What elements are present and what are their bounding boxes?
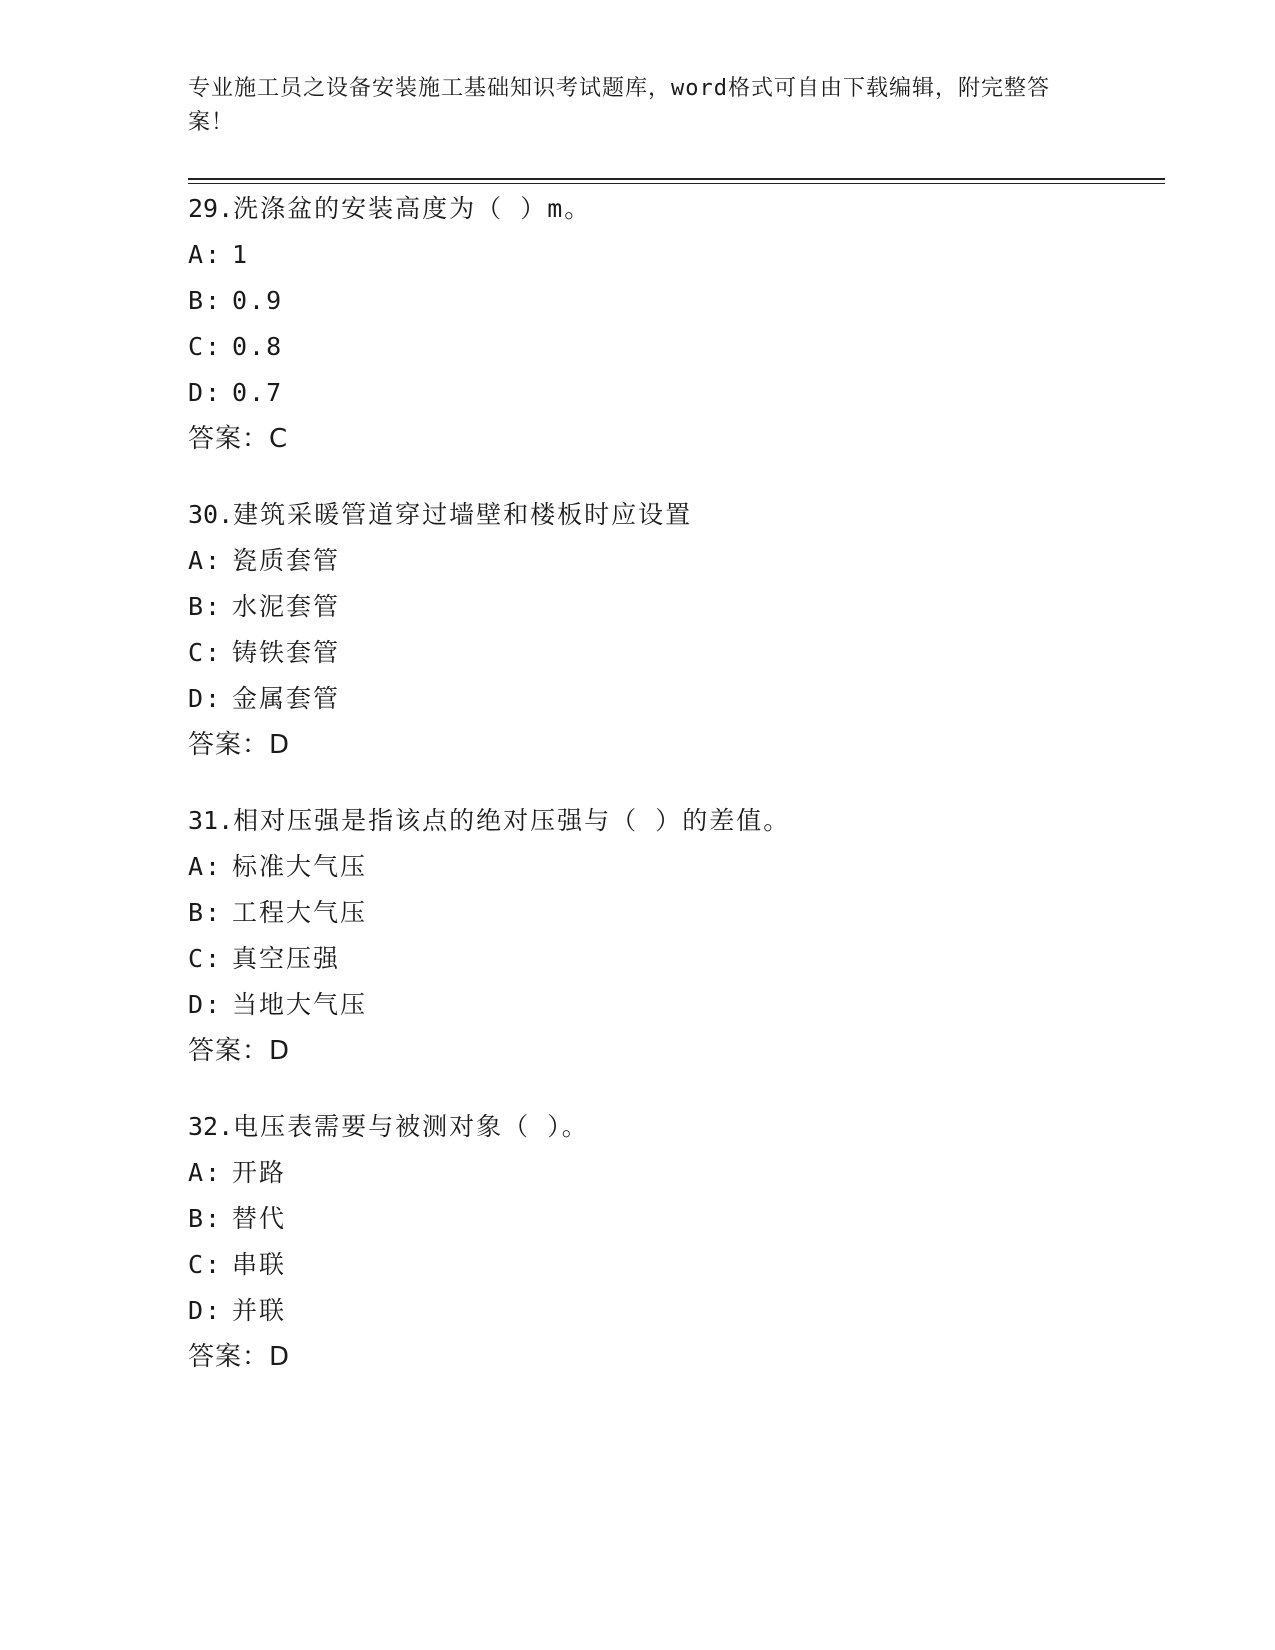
option-a: [188, 538, 1168, 584]
option-letter: C:: [188, 638, 223, 667]
option-text: 铸铁套管: [232, 638, 341, 667]
question-stem: [188, 186, 1168, 232]
question-stem: [188, 1104, 1168, 1150]
option-text: 0.9: [232, 286, 284, 315]
question-31: [188, 798, 1168, 1074]
answer-value: C: [269, 424, 289, 454]
option-letter: D:: [188, 1296, 223, 1325]
option-b: [188, 584, 1168, 630]
answer-value: D: [269, 1036, 291, 1066]
question-32: [188, 1104, 1168, 1380]
option-d: [188, 982, 1168, 1028]
option-text: 替代: [232, 1204, 287, 1233]
option-b: [188, 1196, 1168, 1242]
option-text: 串联: [232, 1250, 287, 1279]
header-divider-thick: [188, 178, 1165, 180]
option-letter: B:: [188, 592, 223, 621]
header-intro: 专业施工员之设备安装施工基础知识考试题库，word格式可自由下载编辑，附完整答案！: [188, 76, 1050, 135]
option-letter: A:: [188, 240, 223, 269]
option-text: 并联: [232, 1296, 287, 1325]
option-b: [188, 278, 1168, 324]
option-text: 瓷质套管: [232, 546, 341, 575]
option-letter: D:: [188, 378, 223, 407]
option-letter: B:: [188, 898, 223, 927]
answer-label: 答案：: [188, 730, 270, 760]
answer-value: D: [269, 1342, 291, 1372]
option-letter: D:: [188, 684, 223, 713]
option-text: 当地大气压: [232, 990, 368, 1019]
option-a: [188, 232, 1168, 278]
question-stem: [188, 798, 1168, 844]
option-c: [188, 630, 1168, 676]
option-letter: A:: [188, 546, 223, 575]
option-d: [188, 676, 1168, 722]
option-b: [188, 890, 1168, 936]
option-letter: C:: [188, 944, 223, 973]
answer-line: [188, 416, 1168, 462]
question-text: 建筑采暖管道穿过墙壁和楼板时应设置: [233, 500, 693, 529]
question-stem: [188, 492, 1168, 538]
option-text: 金属套管: [232, 684, 341, 713]
answer-label: 答案：: [188, 1036, 270, 1066]
answer-label: 答案：: [188, 1342, 270, 1372]
answer-line: [188, 722, 1168, 768]
option-c: [188, 324, 1168, 370]
option-letter: C:: [188, 1250, 223, 1279]
option-text: 真空压强: [232, 944, 341, 973]
option-text: 标准大气压: [232, 852, 368, 881]
option-a: [188, 1150, 1168, 1196]
option-d: [188, 370, 1168, 416]
option-a: [188, 844, 1168, 890]
option-letter: C:: [188, 332, 223, 361]
option-letter: A:: [188, 852, 223, 881]
option-letter: B:: [188, 1204, 223, 1233]
header-divider-thin: [188, 183, 1165, 184]
question-text: 电压表需要与被测对象（ ）。: [233, 1112, 589, 1141]
answer-line: [188, 1334, 1168, 1380]
question-number: 29.: [188, 194, 234, 223]
option-c: [188, 1242, 1168, 1288]
question-number: 31.: [188, 806, 234, 835]
option-letter: D:: [188, 990, 223, 1019]
answer-line: [188, 1028, 1168, 1074]
answer-label: 答案：: [188, 424, 270, 454]
question-text: 相对压强是指该点的绝对压强与（ ）的差值。: [233, 806, 791, 835]
option-text: 开路: [232, 1158, 287, 1187]
question-30: [188, 492, 1168, 768]
option-text: 水泥套管: [232, 592, 341, 621]
option-text: 工程大气压: [232, 898, 368, 927]
option-text: 0.7: [232, 378, 284, 407]
option-d: [188, 1288, 1168, 1334]
option-letter: A:: [188, 1158, 223, 1187]
answer-value: D: [269, 730, 291, 760]
question-number: 30.: [188, 500, 234, 529]
option-c: [188, 936, 1168, 982]
option-text: 1: [232, 240, 250, 269]
question-number: 32.: [188, 1112, 234, 1141]
question-29: [188, 186, 1168, 462]
option-text: 0.8: [232, 332, 284, 361]
question-text: 洗涤盆的安装高度为（ ）m。: [233, 194, 592, 223]
option-letter: B:: [188, 286, 223, 315]
